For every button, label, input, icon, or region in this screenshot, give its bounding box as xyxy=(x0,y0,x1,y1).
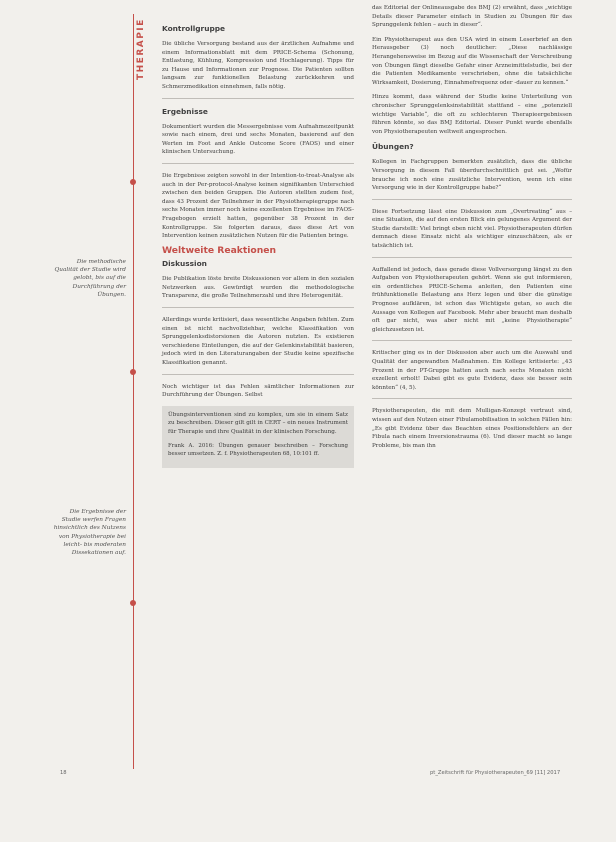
divider xyxy=(372,340,572,341)
heading-kontrollgruppe: Kontrollgruppe xyxy=(162,24,226,33)
bullet-dot xyxy=(130,369,136,375)
page-number: 18 xyxy=(60,770,67,776)
paragraph: Kollegen in Fachgruppen bemerkten zusätzlich, dass die übliche Versorgung in diesem Fall überdurchschnittlich gut sei. „Wofür brauche ich noch eine zusätzliche Intervention, wenn ich eine Versorgung wie in der Kontrollgruppe habe?“ xyxy=(372,159,572,192)
heading-ergebnisse: Ergebnisse xyxy=(162,106,208,116)
paragraph: Hinzu kommt, dass während der Studie keine Unterteilung von chronischer Sprunggelenksinstabilität stattfand – eine „potenziell wichtige Variable“, die oft zu schlechteren Therapieergebnissen führen könnte, so das BMJ Editorial. Dieser Punkt wurde ebenfalls von Physiotherapeuten weltweit angesprochen. xyxy=(372,94,572,135)
bullet-dot xyxy=(130,600,136,606)
paragraph: das Editorial der Onlineausgabe des BMJ (2) erwähnt, dass „wichtige Details dieser Parameter einfach in Studien zu Übungen für das Sprunggelenk fehlen – auch in dieser“. xyxy=(372,5,572,29)
journal-info: pt_Zeitschrift für Physiotherapeuten_69 [11] 2017 xyxy=(430,770,561,776)
pull-quote: Die methodische Qualität der Studie wird gelobt, bis auf die Durchführung der Übungen. xyxy=(54,259,126,298)
info-box-text: Übungsinterventionen sind zu komplex, um sie in einem Satz zu beschreiben. Dieser gilt gilt in CERT – ein neues Instrument für Therapie und ihre Qualität in der klinischen Forschung. xyxy=(168,411,348,435)
paragraph: Ein Physiotherapeut aus den USA wird in einem Leserbrief an den Herausgeber (3) noch deutlicher: „Diese nachlässige Herangehensweise im Bezug auf die Wissenschaft der Verschreibung von Übungen fängt dieselbe Gefahr einer Arzneimittelstudie, bei der die Patienten Medikamente verschrieben, ohne die tatsächliche Wirksamkeit, Dosierung, Einnahmefrequenz oder -dauer zu kennen.“ xyxy=(372,36,572,86)
section-label: THERAPIE xyxy=(136,18,146,80)
heading-weltweite-reaktionen: Weltweite Reaktionen xyxy=(162,244,277,256)
divider xyxy=(162,374,354,375)
info-box xyxy=(162,406,354,468)
divider xyxy=(372,257,572,258)
middle-column xyxy=(162,24,354,468)
paragraph: Allerdings wurde kritisiert, dass wesentliche Angaben fehlten. Zum einen ist nicht nachvollziehbar, welche Klassifikation von Sprunggelenksdistorsionen die Autoren nutzten. Es existieren verschiedene Einteilungen, die auf der Gelenkinstabilität basieren, jedoch wird in den Literaturangaben der Studie keine spezifische Klassifikation genannt. xyxy=(162,317,354,367)
paragraph: Noch wichtiger ist das Fehlen sämtlicher Informationen zur Durchführung der Übungen. Selbst xyxy=(162,383,354,399)
pull-quote: Die Ergebnisse der Studie werfen Fragen hinsichtlich des Nutzens von Physiotherapie bei leicht- bis moderaten Dissekationen auf. xyxy=(53,509,126,557)
paragraph: Physiotherapeuten, die mit dem Mulligan-Konzept vertraut sind, wissen auf den Nutzen einer Fibulamobilisation in solchen Fällen hin: „Es gibt Evidenz über das Beachten eines Positionsfehlers an der Fibula nach einem Inversionstrauma (6). Und dieser macht so lange Probleme, bis man ihn xyxy=(372,408,572,449)
info-box-reference: Frank A. 2016: Übungen genauer beschreiben – Forschung besser umsetzen. Z. f. Physiotherapeuten 68, 10:101 ff. xyxy=(168,442,348,457)
divider xyxy=(162,98,354,99)
section-rule xyxy=(133,14,134,769)
paragraph: Die Publikation löste breite Diskussionen vor allem in den sozialen Netzwerken aus. Gewürdigt wurden die methodologische Transparenz, die große Teilnehmerzahl und ihre Heterogenität. xyxy=(162,276,354,300)
heading-uebungen: Übungen? xyxy=(372,142,414,152)
paragraph: Die Ergebnisse zeigten sowohl in der Intention-to-treat-Analyse als auch in der Per-protocol-Analyse keinen signifikanten Unterschied zwischen den beiden Gruppen. Die Autoren stellten zudem fest, dass 43 Prozent der Teilnehmer in der Physiotherapiegruppe nach sechs Monaten immer noch keine exzellenten Ergebnisse im FAOS-Fragebogen erzielt hatten, gegenüber 38 Prozent in der Kontrollgruppe. Sie folgerten daraus, dass diese Art von Intervention keinen zusätzlichen Nutzen für die Patienten bringe. xyxy=(162,172,354,240)
divider xyxy=(162,163,354,164)
divider xyxy=(162,307,354,308)
right-column xyxy=(372,4,572,456)
divider xyxy=(372,199,572,200)
divider xyxy=(372,398,572,399)
heading-diskussion: Diskussion xyxy=(162,259,207,269)
bullet-dot xyxy=(130,179,136,185)
paragraph: Auffallend ist jedoch, dass gerade diese Vollversorgung längst zu den Aufgaben von Physiotherapeuten gehört. Wenn sie gut informieren, ein ordentliches PRICE-Schema anleiten, den Patienten eine frühfunktionelle Belastung ans Herz legen und über die günstige Prognose aufklären, ist schon das Wichtigste getan, so auch die Aussage von Kollegen auf Facebook. Mehr aber braucht man deshalb oft gar nicht, was aber nicht mit „keine Physiotherapie“ gleichzusetzen ist. xyxy=(372,266,572,333)
paragraph: Die übliche Versorgung bestand aus der ärztlichen Aufnahme und einem Informationsblatt mit dem PRICE-Schema (Schonung, Entlastung, Kühlung, Kompression und Hochlagerung). Tipps für zu Hause und Informationen zur Prognose. Die Patienten sollten langsam zur funktionellen Belastung zurückkehren und Schmerzmedikation einnehmen, falls nötig. xyxy=(162,41,354,90)
paragraph: Kritischer ging es in der Diskussion aber auch um die Auswahl und Qualität der angewandten Maßnahmen. Ein Kollege kritisierte: „43 Prozent in der PT-Gruppe hatten auch nach sechs Monaten nicht exzellent erholt! Dabei gibt es gute Evidenz, dass sie besser sein könnten“ (4, 5). xyxy=(372,350,572,391)
paragraph: Dokumentiert wurden die Messergebnisse vom Aufnahmezeitpunkt sowie nach einem, drei und sechs Monaten, basierend auf den Werten im Foot and Ankle Outcome Score (FAOS) und einer klinischen Untersuchung. xyxy=(162,123,354,156)
paragraph: Diese Fortsetzung lässt eine Diskussion zum „Overtreating“ aus – eine Situation, die auf den ersten Blick ein gelungenes Argument der Studie darstellt: Viel bringt eben nicht viel. Physiotherapeuten dürfen demnach diese Einsatz nicht als wichtiger einzuschätzen, als er tatsächlich ist. xyxy=(372,208,572,250)
